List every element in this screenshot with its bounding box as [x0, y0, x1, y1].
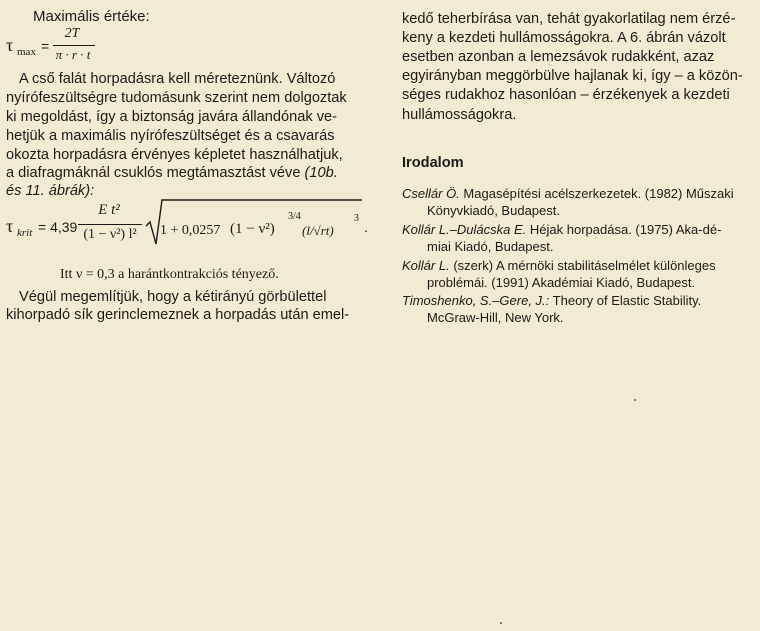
tau-krit-fraction-bar [78, 224, 142, 225]
para1-line-3: ki megoldást, így a biztonság javára állandónak ve- [6, 109, 337, 125]
reference-author: Timoshenko, S.–Gere, J.: [402, 293, 550, 308]
tau-max-symbol: τ [6, 35, 14, 55]
reference-text: Theory of Elastic Stability. [552, 293, 702, 308]
right-para-line-6: hullámosságokra. [402, 107, 517, 123]
para2-line-2: kihorpadó sík gerinclemeznek a horpadás után emel- [6, 307, 350, 323]
reference-author: Kollár L.–Dulácska E. [402, 222, 527, 237]
root-term-1: 1 + 0,0257 [160, 223, 221, 238]
root-exponent-2: 3 [354, 213, 359, 224]
tau-krit-numerator: E t² [98, 202, 120, 218]
tau-max-denominator: π · r · t [55, 47, 91, 62]
tau-krit-denominator: (1 − ν²) l² [83, 227, 137, 242]
reference-text: (szerk) A mérnöki stabilitáselmélet különleges [453, 258, 716, 273]
reference-continuation: McGraw-Hill, New York. [427, 310, 564, 325]
para1-line-1: A cső falát horpadásra kell méreteznünk. Változó [19, 71, 336, 87]
reference-continuation: problémái. (1991) Akadémiai Kiadó, Budapest. [427, 275, 696, 290]
reference-item [402, 293, 701, 309]
poisson-note: Itt ν = 0,3 a harántkontrakciós tényező. [60, 267, 279, 282]
reference-text: Héjak horpadása. (1975) Aka-dé- [529, 222, 722, 237]
root-term-3: (l/√rt) [302, 223, 334, 238]
tau-max-equals: = [41, 38, 50, 54]
max-value-heading: Maximális értéke: [33, 8, 150, 25]
para1-line-6 [6, 164, 338, 182]
para2-line-1: Végül megemlítjük, hogy a kétirányú görbülettel [19, 289, 327, 305]
scan-speck [500, 622, 502, 624]
reference-continuation: Könyvkiadó, Budapest. [427, 203, 560, 218]
right-para-line-4: egyirányban meggörbülve hajlanak ki, így – a közön- [402, 68, 743, 84]
root-exponent-1: 3/4 [288, 211, 301, 222]
references-title: Irodalom [402, 155, 464, 171]
tau-krit-subscript: krit [17, 227, 33, 239]
right-para-line-3: esetben azonban a lemezsávok rudakként, azaz [402, 49, 715, 65]
right-para-line-5: séges rudakhoz hasonlóan – érzékenyek a kezdeti [402, 87, 730, 103]
tau-krit-symbol: τ [6, 216, 14, 236]
right-para-line-2: keny a kezdeti hullámosságokra. A 6. ábrán vázolt [402, 30, 726, 46]
right-para-line-1: kedő teherbírása van, tehát gyakorlatilag nem érzé- [402, 11, 736, 27]
formula-end-dot: . [364, 219, 368, 235]
reference-item [402, 186, 734, 202]
reference-author: Csellár Ö. [402, 186, 460, 201]
reference-text: Magasépítési acélszerkezetek. (1982) Műszaki [463, 186, 734, 201]
para1-line-4: hetjük a maximális nyírófeszültséget és a csavarás [6, 128, 335, 144]
tau-max-fraction-bar [53, 45, 95, 46]
tau-max-numerator: 2T [64, 26, 80, 41]
scan-speck [634, 399, 636, 401]
reference-item [402, 222, 721, 238]
reference-author: Kollár L. [402, 258, 450, 273]
tau-max-subscript: max [17, 46, 36, 58]
para1-line-2: nyírófeszültségre tudomásunk szerint nem dolgoztak [6, 90, 347, 106]
para1-line-6-figref: (10b. [304, 165, 338, 181]
reference-item [402, 258, 716, 274]
reference-continuation: miai Kiadó, Budapest. [427, 239, 554, 254]
root-term-2: (1 − ν²) [230, 221, 275, 237]
para1-line-5: okozta horpadásra érvényes képletet használhatjuk, [6, 147, 343, 163]
para1-line-6-text: a diafragmáknál csuklós megtámasztást véve [6, 165, 301, 181]
para1-line-7: és 11. ábrák): [6, 183, 95, 199]
tau-krit-coefficient: = 4,39 [38, 219, 78, 235]
